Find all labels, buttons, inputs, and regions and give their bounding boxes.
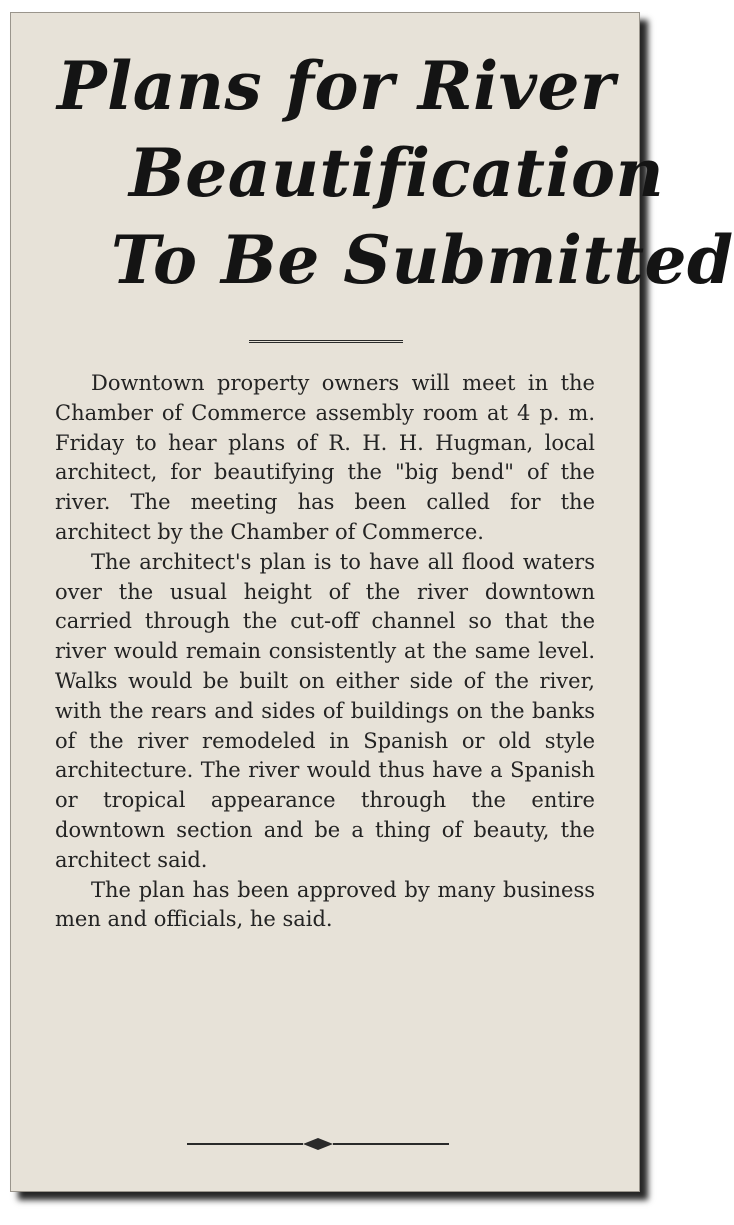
newspaper-clipping [10, 12, 734, 1192]
paragraph-2: The architect's plan is to have all flood waters over the usual height of the river downtown carried through the cut-off channel so that the river would remain consistently at the same level. Walks would be built on either side of the river, with the rears and sides of buildings on the banks of the river remodeled in Spanish or old style architecture. The river would thus have a Spanish or tropical appearance through the entire downtown section and be a thing of beauty, the architect said. [55, 549, 595, 872]
headline-line-3: To Be Submitted [111, 221, 734, 299]
end-ornament-rule [187, 1137, 449, 1151]
headline-line-2: Beautification [129, 134, 665, 212]
article-body [55, 369, 595, 935]
paragraph-3: The plan has been approved by many business men and officials, he said. [55, 877, 595, 932]
headline-line-1: Plans for River [57, 47, 616, 125]
headline-divider [249, 340, 403, 343]
headline [11, 43, 734, 304]
paragraph-1: Downtown property owners will meet in the Chamber of Commerce assembly room at 4 p. m. Friday to hear plans of R. H. H. Hugman, local architect, for beautifying the "big bend" of the river. The meeting has been called for the architect by the Chamber of Commerce. [55, 371, 595, 544]
